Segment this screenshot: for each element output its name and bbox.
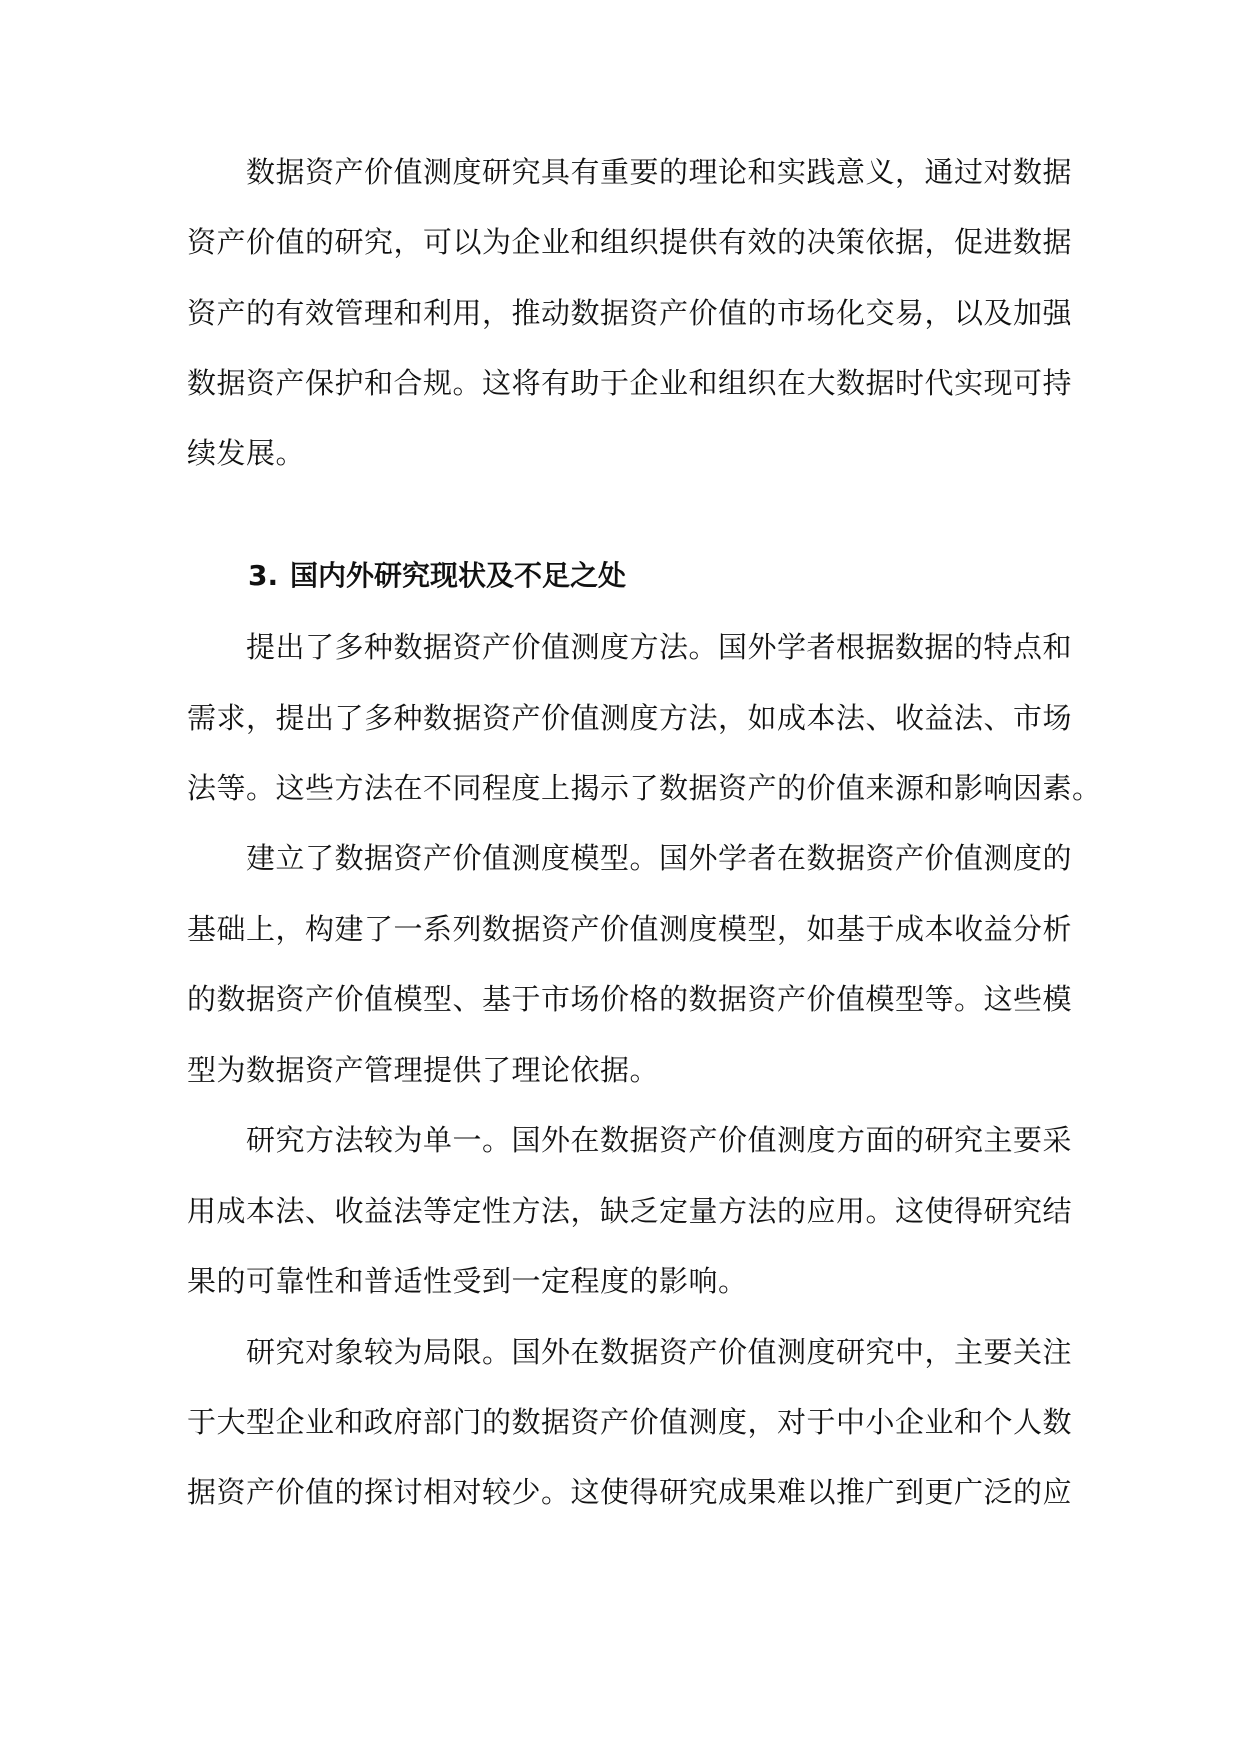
paragraph-line: 资产的有效管理和利用，推动数据资产价值的市场化交易，以及加强: [187, 296, 1073, 330]
paragraph-line: 资产价值的研究，可以为企业和组织提供有效的决策依据，促进数据: [187, 225, 1073, 259]
section-title: 国内外研究现状及不足之处: [290, 559, 627, 592]
paragraph-line: 提出了多种数据资产价值测度方法。国外学者根据数据的特点和: [246, 630, 1073, 664]
paragraph-line: 需求，提出了多种数据资产价值测度方法，如成本法、收益法、市场: [187, 701, 1073, 735]
paragraph-line: 法等。这些方法在不同程度上揭示了数据资产的价值来源和影响因素。: [187, 771, 1102, 805]
paragraph-line: 于大型企业和政府部门的数据资产价值测度，对于中小企业和个人数: [187, 1405, 1073, 1439]
paragraph-line: 基础上，构建了一系列数据资产价值测度模型，如基于成本收益分析: [187, 912, 1073, 946]
paragraph-line: 研究对象较为局限。国外在数据资产价值测度研究中，主要关注: [246, 1335, 1073, 1369]
paragraph-line: 续发展。: [187, 436, 306, 470]
paragraph-line: 的数据资产价值模型、基于市场价格的数据资产价值模型等。这些模: [187, 982, 1073, 1016]
paragraph-line: 用成本法、收益法等定性方法，缺乏定量方法的应用。这使得研究结: [187, 1194, 1073, 1228]
paragraph-line: 研究方法较为单一。国外在数据资产价值测度方面的研究主要采: [246, 1123, 1073, 1157]
paragraph-line: 型为数据资产管理提供了理论依据。: [187, 1053, 660, 1087]
paragraph-line: 建立了数据资产价值测度模型。国外学者在数据资产价值测度的: [246, 841, 1073, 875]
paragraph-line: 数据资产价值测度研究具有重要的理论和实践意义，通过对数据: [246, 155, 1073, 189]
paragraph-line: 果的可靠性和普适性受到一定程度的影响。: [187, 1264, 748, 1298]
section-heading: [248, 546, 626, 606]
paragraph-line: 数据资产保护和合规。这将有助于企业和组织在大数据时代实现可持: [187, 366, 1073, 400]
paragraph-line: 据资产价值的探讨相对较少。这使得研究成果难以推广到更广泛的应: [187, 1475, 1073, 1509]
section-number: 3.: [248, 559, 279, 592]
